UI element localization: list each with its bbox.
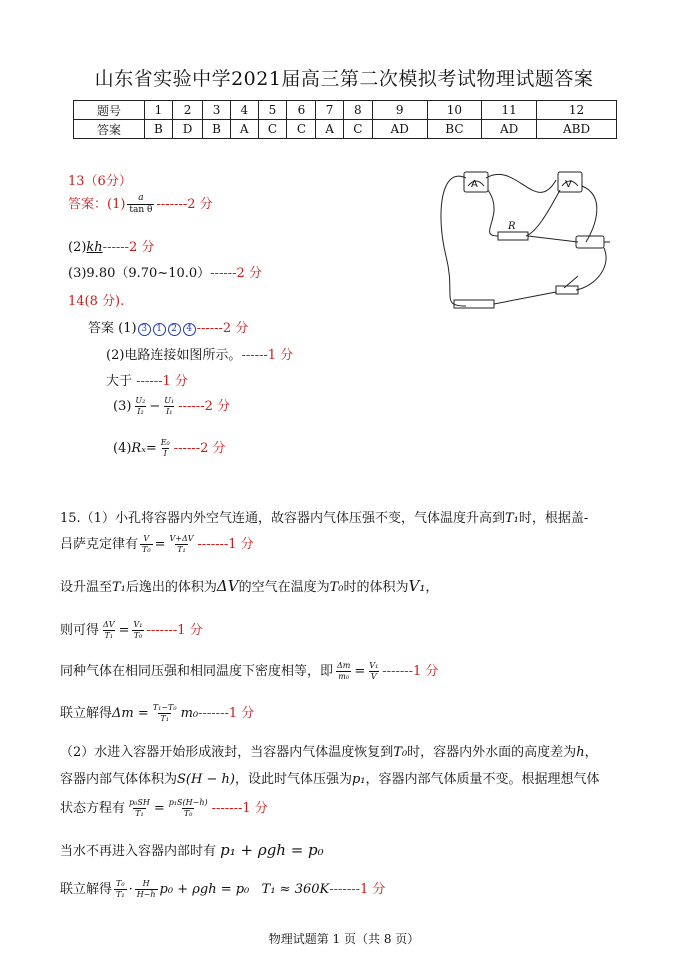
q14-header: 14(8 分). xyxy=(68,294,125,309)
wire xyxy=(576,248,606,290)
q15-text: 联立解得 xyxy=(60,706,113,721)
fraction-denominator: T₁ xyxy=(177,545,186,554)
fraction-numerator: Δm xyxy=(337,661,351,670)
equals-sign: = xyxy=(154,537,166,552)
fraction-denominator: T₁ xyxy=(116,890,125,899)
q14-answer-2b-text: 大于 xyxy=(106,374,133,389)
fraction-numerator: U₂ xyxy=(135,396,146,405)
q15-text: 联立解得 xyxy=(60,882,113,897)
fraction xyxy=(335,662,352,681)
q15-text: 后逸出的体积为 xyxy=(125,580,217,595)
math-expression: m₀ xyxy=(180,706,199,721)
fraction xyxy=(127,799,152,818)
q14-answer-1 xyxy=(88,317,248,336)
wire xyxy=(582,186,597,242)
fraction-denominator: I xyxy=(163,449,167,458)
table-row xyxy=(74,120,617,139)
q15-text: 当水不再进入容器内部时有 xyxy=(60,844,217,859)
score-label: ------1 分 xyxy=(241,348,294,363)
math-var: T₀ xyxy=(329,580,344,595)
q15-para-6a xyxy=(60,741,598,760)
fraction-numerator: ΔV xyxy=(103,620,115,629)
q15-text: 同种气体在相同压强和相同温度下密度相等，即 xyxy=(60,664,334,679)
q15-text: 时的体积为 xyxy=(343,580,409,595)
math-var: T₀ xyxy=(393,745,408,760)
q15-para-6b xyxy=(60,768,600,787)
wire xyxy=(494,292,556,304)
score-label: ------2 分 xyxy=(178,399,230,414)
math-var: V₁ xyxy=(408,577,426,595)
answer-table xyxy=(73,100,617,139)
q15-para-8 xyxy=(60,878,385,899)
fraction-numerator: T₀ xyxy=(116,879,125,888)
q14-answer-2-text: (2)电路连接如图所示。 xyxy=(106,348,242,363)
fraction-numerator: U₁ xyxy=(164,396,175,405)
fraction-numerator: a xyxy=(138,193,144,203)
fraction-numerator: V₁ xyxy=(133,620,143,629)
score-label: ------2 分 xyxy=(210,266,262,281)
q15-para-1a xyxy=(60,507,588,526)
fraction-denominator: T₀ xyxy=(183,809,193,818)
q15-para-1b xyxy=(60,533,254,554)
q15-para-2 xyxy=(60,576,438,595)
q15-text: 时，容器内外水面的高度差为 xyxy=(407,745,577,760)
q15-para-5 xyxy=(60,702,254,723)
fraction xyxy=(101,621,117,640)
fraction xyxy=(131,621,144,640)
q15-para-6c xyxy=(60,797,268,818)
page-footer: 物理试题第 1 页（共 8 页） xyxy=(268,932,420,946)
q15-para-4 xyxy=(60,660,438,681)
score-label: -------1 分 xyxy=(198,706,255,721)
fraction-denominator: V xyxy=(370,672,377,681)
q13-answer-3 xyxy=(68,262,262,281)
q13-answer-2 xyxy=(68,236,154,255)
fraction-denominator: tan θ xyxy=(129,205,153,215)
question-number: 5 xyxy=(258,101,287,120)
table-header-cell: 题号 xyxy=(74,101,145,120)
q14-answer-1-prefix: 答案 (1) xyxy=(88,321,137,336)
answer-cell: C xyxy=(258,120,287,139)
resistor-label: R xyxy=(508,221,516,232)
score-label: ------2 分 xyxy=(102,240,155,255)
fraction-numerator: p₀SH xyxy=(129,798,150,807)
circuit-diagram xyxy=(436,156,612,314)
score-label: -------1 分 xyxy=(197,537,254,552)
q14-answer-3 xyxy=(113,395,230,416)
answer-cell: B xyxy=(203,120,231,139)
score-label: -------1 分 xyxy=(211,801,268,816)
resistor-icon xyxy=(498,232,528,240)
answer-cell: C xyxy=(287,120,316,139)
math-var: ΔV xyxy=(216,577,239,595)
score-label: ------1 分 xyxy=(136,374,188,389)
q15-text: ， xyxy=(425,580,439,595)
math-expression: T₁ ≈ 360K xyxy=(261,882,330,897)
minus-sign: − xyxy=(149,399,161,414)
fraction-numerator: T₁−T₀ xyxy=(152,703,177,712)
score-label: -------1 分 xyxy=(382,664,439,679)
question-number: 9 xyxy=(372,101,427,120)
circled-number-sequence xyxy=(137,321,197,336)
circled-number: 2 xyxy=(168,323,181,336)
q13-answer-2-prefix: (2) xyxy=(68,240,87,255)
score-label: -------1 分 xyxy=(146,623,203,638)
fraction xyxy=(367,662,380,681)
question-number: 11 xyxy=(482,101,537,120)
score-label: -------1 分 xyxy=(329,882,386,897)
q15-para-3 xyxy=(60,619,203,640)
q15-text: 状态方程有 xyxy=(60,801,126,816)
math-var: T₁ xyxy=(504,511,519,526)
q14-answer-3-prefix: (3) xyxy=(113,399,132,414)
micrometer-icon xyxy=(576,236,604,248)
q15-text: 则可得 xyxy=(60,623,100,638)
question-number: 12 xyxy=(537,101,617,120)
q14-answer-2 xyxy=(106,344,293,363)
answer-cell: B xyxy=(145,120,173,139)
q13-header: 13（6分） xyxy=(68,174,132,189)
q13-answer-3-text: (3)9.80（9.70~10.0） xyxy=(68,266,211,281)
math-var: T₁ xyxy=(112,580,126,595)
ammeter-label: A xyxy=(471,179,478,190)
math-var: p₁ xyxy=(351,772,366,787)
fraction-numerator: H xyxy=(142,879,150,888)
q15-text: （2）水进入容器开始形成液封，当容器内气体温度恢复到 xyxy=(60,745,394,760)
question-number: 4 xyxy=(231,101,258,120)
circled-number: 3 xyxy=(138,323,151,336)
equals-sign: = xyxy=(354,664,366,679)
fraction-denominator: T₁ xyxy=(104,631,114,640)
question-number: 7 xyxy=(316,101,343,120)
fraction xyxy=(135,880,158,899)
math-var: h xyxy=(576,745,585,760)
fraction-denominator: I₁ xyxy=(166,407,173,416)
fraction-numerator: V₁ xyxy=(369,661,379,670)
circled-number: 4 xyxy=(183,323,196,336)
question-number: 1 xyxy=(145,101,173,120)
table-row xyxy=(74,101,617,120)
wire xyxy=(488,190,498,236)
q14-answer-2b xyxy=(106,370,188,389)
q15-para-7 xyxy=(60,840,324,859)
fraction-numerator: E₀ xyxy=(160,438,170,447)
question-number: 8 xyxy=(343,101,372,120)
fraction-numerator: V xyxy=(143,534,150,543)
fraction xyxy=(114,880,127,899)
q14-fraction-1 xyxy=(133,397,147,416)
score-label: ------2 分 xyxy=(196,321,249,336)
wire xyxy=(486,174,556,192)
question-number: 6 xyxy=(287,101,316,120)
fraction-denominator: T₁ xyxy=(160,714,169,723)
battery-icon xyxy=(454,300,494,308)
dot-operator: · xyxy=(128,882,133,897)
q14-fraction-2 xyxy=(162,397,176,416)
voltmeter-label: V xyxy=(565,179,572,190)
answer-cell: AD xyxy=(482,120,537,139)
math-expression: p₀ + ρgh = p₀ xyxy=(159,882,250,897)
fraction-denominator: T₀ xyxy=(142,545,151,554)
score-label: ------2 分 xyxy=(173,441,226,456)
q13-fraction xyxy=(127,194,154,215)
answer-cell: D xyxy=(172,120,202,139)
fraction xyxy=(151,704,179,723)
answer-cell: ABD xyxy=(537,120,617,139)
answer-cell: AD xyxy=(372,120,427,139)
math-var: S(H − h) xyxy=(177,772,235,787)
q14-fraction-3 xyxy=(159,439,172,458)
q15-text: ，设此时气体压强为 xyxy=(234,772,352,787)
q15-text: ，容器内部气体质量不变。根据理想气体 xyxy=(365,772,600,787)
q13-answer-1 xyxy=(68,193,213,215)
score-label: -------2 分 xyxy=(156,197,213,212)
fraction-denominator: T₀ xyxy=(133,631,143,640)
q15-text: 时，根据盖- xyxy=(518,511,589,526)
switch-base-icon xyxy=(556,286,578,294)
circled-number: 1 xyxy=(153,323,166,336)
q15-text: ， xyxy=(584,745,598,760)
q14-answer-4-prefix: (4) xyxy=(113,441,132,456)
answer-cell: C xyxy=(343,120,372,139)
answer-cell: BC xyxy=(427,120,482,139)
fraction-denominator: T₁ xyxy=(135,809,144,818)
answer-cell: A xyxy=(231,120,258,139)
wire xyxy=(526,190,560,236)
q15-text: 吕萨克定律有 xyxy=(60,537,139,552)
q15-text: 15.（1）小孔将容器内外空气连通，故容器内气体压强不变，气体温度升高到 xyxy=(60,511,505,526)
answer-cell: A xyxy=(316,120,343,139)
fraction xyxy=(167,535,195,554)
fraction-numerator: p₁S(H−h) xyxy=(168,798,208,807)
math-expression: Δm = xyxy=(112,706,149,721)
rx-symbol: Rₓ= xyxy=(131,441,157,456)
question-number: 10 xyxy=(427,101,482,120)
q15-text: 容器内部气体体积为 xyxy=(60,772,178,787)
equals-sign: = xyxy=(153,801,165,816)
wire xyxy=(441,176,466,306)
q13-answer-1-prefix: 答案：(1) xyxy=(68,197,126,212)
wire xyxy=(528,236,578,242)
question-number: 3 xyxy=(203,101,231,120)
q15-text: 设升温至 xyxy=(60,580,113,595)
q13-answer-2-value: kh xyxy=(86,240,103,255)
fraction-denominator: m₀ xyxy=(338,672,350,681)
fraction-numerator: V+ΔV xyxy=(169,534,194,543)
fraction xyxy=(167,799,210,818)
page-title: 山东省实验中学2021届高三第二次模拟考试物理试题答案 xyxy=(94,68,594,90)
table-header-cell: 答案 xyxy=(74,120,145,139)
q14-answer-4 xyxy=(113,437,226,458)
fraction-denominator: I₂ xyxy=(137,407,144,416)
equals-sign: = xyxy=(118,623,130,638)
fraction xyxy=(140,535,153,554)
fraction-denominator: H−h xyxy=(136,890,156,899)
math-expression: p₁ + ρgh = p₀ xyxy=(220,841,324,859)
question-number: 2 xyxy=(172,101,202,120)
q15-text: 的空气在温度为 xyxy=(238,580,330,595)
